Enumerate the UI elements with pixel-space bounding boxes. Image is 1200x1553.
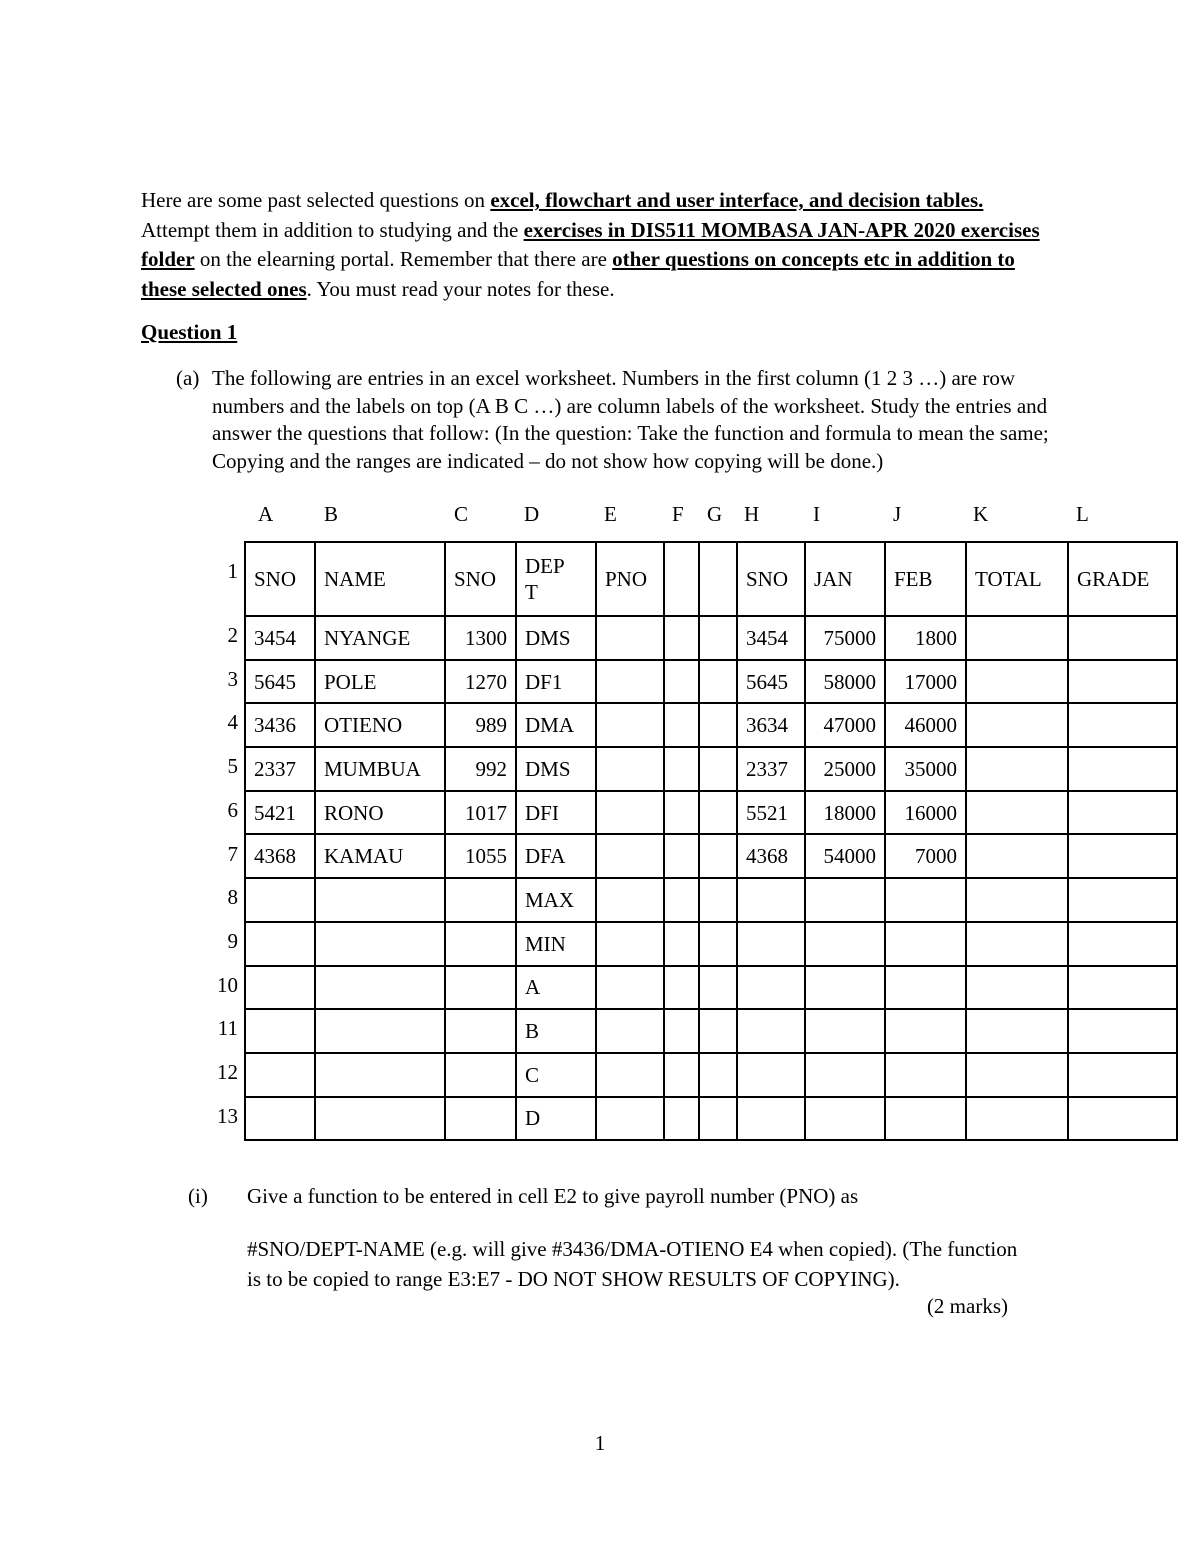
table-cell bbox=[1068, 660, 1177, 704]
table-cell bbox=[737, 1097, 805, 1141]
table-cell bbox=[737, 1053, 805, 1097]
row-number: 7 bbox=[227, 841, 238, 866]
table-cell bbox=[664, 1097, 699, 1141]
table-cell bbox=[1068, 747, 1177, 791]
intro-text-1: Here are some past selected questions on bbox=[141, 188, 491, 212]
table-cell: 3454 bbox=[737, 616, 805, 660]
table-cell: DFI bbox=[516, 791, 596, 835]
table-cell: 1300 bbox=[445, 616, 516, 660]
table-cell bbox=[966, 922, 1068, 966]
table-cell bbox=[805, 1053, 885, 1097]
row-number: 9 bbox=[227, 928, 238, 953]
table-cell: 46000 bbox=[885, 703, 966, 747]
table-cell bbox=[596, 660, 664, 704]
intro-bold-1: excel, flowchart and user interface, and decision tables. bbox=[490, 188, 984, 212]
table-cell: 5521 bbox=[737, 791, 805, 835]
sub-question-marker: (i) bbox=[188, 1184, 208, 1208]
table-cell bbox=[245, 922, 315, 966]
row-number: 11 bbox=[217, 1016, 238, 1041]
table-cell: 5645 bbox=[737, 660, 805, 704]
header-cell: DEP T bbox=[516, 542, 596, 616]
header-cell: PNO bbox=[596, 542, 664, 616]
table-cell bbox=[1068, 1009, 1177, 1053]
question-heading: Question 1 bbox=[141, 320, 238, 344]
table-cell bbox=[885, 1009, 966, 1053]
table-cell bbox=[596, 616, 664, 660]
table-cell bbox=[805, 878, 885, 922]
table-cell bbox=[445, 922, 516, 966]
table-cell: DMS bbox=[516, 747, 596, 791]
header-cell: SNO bbox=[445, 542, 516, 616]
table-cell bbox=[966, 1053, 1068, 1097]
intro-paragraph bbox=[141, 186, 1041, 304]
table-cell bbox=[245, 966, 315, 1010]
header-cell bbox=[664, 542, 699, 616]
table-cell bbox=[664, 747, 699, 791]
table-cell: 18000 bbox=[805, 791, 885, 835]
row-number: 8 bbox=[227, 885, 238, 910]
header-cell: GRADE bbox=[1068, 542, 1177, 616]
table-cell: DF1 bbox=[516, 660, 596, 704]
row-number: 5 bbox=[227, 754, 238, 779]
table-cell bbox=[596, 1097, 664, 1141]
table-cell bbox=[885, 1097, 966, 1141]
table-cell: 35000 bbox=[885, 747, 966, 791]
table-cell bbox=[664, 1009, 699, 1053]
row-number: 4 bbox=[227, 710, 238, 735]
row-number: 10 bbox=[217, 972, 238, 997]
table-row bbox=[245, 747, 1177, 791]
table-cell: MIN bbox=[516, 922, 596, 966]
table-cell bbox=[1068, 966, 1177, 1010]
table-cell bbox=[966, 616, 1068, 660]
table-cell bbox=[885, 966, 966, 1010]
table-cell bbox=[315, 1097, 445, 1141]
table-cell bbox=[445, 1097, 516, 1141]
table-cell bbox=[245, 878, 315, 922]
table-cell bbox=[737, 878, 805, 922]
table-cell bbox=[664, 616, 699, 660]
table-cell bbox=[699, 660, 737, 704]
table-cell bbox=[966, 747, 1068, 791]
table-cell bbox=[699, 703, 737, 747]
marks-label: (2 marks) bbox=[926, 1294, 1008, 1318]
table-row bbox=[245, 834, 1177, 878]
column-letter: I bbox=[813, 502, 820, 526]
column-letter: D bbox=[524, 502, 540, 526]
column-letter: J bbox=[893, 502, 902, 526]
table-cell: 992 bbox=[445, 747, 516, 791]
table-cell: A bbox=[516, 966, 596, 1010]
header-cell: SNO bbox=[245, 542, 315, 616]
table-cell bbox=[1068, 834, 1177, 878]
table-cell bbox=[596, 922, 664, 966]
table-cell bbox=[445, 878, 516, 922]
table-cell: 3454 bbox=[245, 616, 315, 660]
table-cell bbox=[737, 922, 805, 966]
table-cell: DMA bbox=[516, 703, 596, 747]
table-cell bbox=[805, 1009, 885, 1053]
table-cell bbox=[596, 966, 664, 1010]
table-cell: 1055 bbox=[445, 834, 516, 878]
table-cell: 2337 bbox=[737, 747, 805, 791]
worksheet-table bbox=[244, 541, 1178, 1141]
table-cell bbox=[1068, 922, 1177, 966]
table-cell: B bbox=[516, 1009, 596, 1053]
column-letter: G bbox=[707, 502, 723, 526]
table-cell: MUMBUA bbox=[315, 747, 445, 791]
intro-text-4: . You must read your notes for these. bbox=[306, 276, 615, 301]
table-cell: 75000 bbox=[805, 616, 885, 660]
table-cell: KAMAU bbox=[315, 834, 445, 878]
table-row bbox=[245, 1009, 1177, 1053]
intro-bold-3: other questions on concepts etc in addition to these selected ones bbox=[141, 247, 1015, 301]
table-cell: MAX bbox=[516, 878, 596, 922]
table-cell bbox=[664, 1053, 699, 1097]
column-letter: K bbox=[973, 502, 989, 526]
table-cell bbox=[699, 616, 737, 660]
row-number: 3 bbox=[227, 666, 238, 691]
table-cell bbox=[445, 966, 516, 1010]
table-cell bbox=[966, 834, 1068, 878]
table-cell: 4368 bbox=[737, 834, 805, 878]
intro-bold-2: exercises in DIS511 MOMBASA JAN-APR 2020 exercises folder bbox=[141, 217, 1040, 271]
row-number: 13 bbox=[217, 1103, 238, 1128]
table-cell: C bbox=[516, 1053, 596, 1097]
table-header-row bbox=[245, 542, 1177, 616]
table-cell bbox=[966, 1097, 1068, 1141]
table-cell: 54000 bbox=[805, 834, 885, 878]
part-a bbox=[176, 365, 1076, 475]
header-cell: JAN bbox=[805, 542, 885, 616]
table-cell: 5421 bbox=[245, 791, 315, 835]
table-cell bbox=[1068, 791, 1177, 835]
table-cell bbox=[737, 966, 805, 1010]
table-cell: 16000 bbox=[885, 791, 966, 835]
header-cell: FEB bbox=[885, 542, 966, 616]
table-cell: 7000 bbox=[885, 834, 966, 878]
table-cell bbox=[596, 791, 664, 835]
table-row bbox=[245, 878, 1177, 922]
table-cell bbox=[699, 747, 737, 791]
table-cell bbox=[699, 1053, 737, 1097]
column-letters bbox=[0, 502, 1200, 528]
table-row bbox=[245, 1097, 1177, 1141]
table-cell: DMS bbox=[516, 616, 596, 660]
table-cell bbox=[966, 791, 1068, 835]
sub-question-line: Give a function to be entered in cell E2 to give payroll number (PNO) as bbox=[247, 1184, 859, 1208]
table-cell bbox=[245, 1009, 315, 1053]
table-cell: 47000 bbox=[805, 703, 885, 747]
table-cell bbox=[885, 922, 966, 966]
table-row bbox=[245, 616, 1177, 660]
column-letter: F bbox=[672, 502, 684, 526]
table-cell bbox=[596, 878, 664, 922]
table-cell bbox=[885, 878, 966, 922]
header-cell: NAME bbox=[315, 542, 445, 616]
column-letter: E bbox=[604, 502, 617, 526]
table-cell bbox=[664, 834, 699, 878]
row-number: 6 bbox=[227, 797, 238, 822]
table-cell bbox=[966, 660, 1068, 704]
row-number: 1 bbox=[227, 559, 238, 583]
table-cell bbox=[664, 660, 699, 704]
table-cell bbox=[1068, 616, 1177, 660]
intro-text-2: Attempt them in addition to studying and the bbox=[141, 217, 524, 242]
intro-text-3: on the elearning portal. Remember that there are bbox=[194, 247, 613, 271]
header-cell: TOTAL bbox=[966, 542, 1068, 616]
table-cell bbox=[699, 966, 737, 1010]
column-letter: C bbox=[454, 502, 469, 526]
table-row bbox=[245, 966, 1177, 1010]
table-cell bbox=[1068, 1053, 1177, 1097]
table-cell bbox=[596, 1053, 664, 1097]
table-cell bbox=[699, 791, 737, 835]
table-cell: 4368 bbox=[245, 834, 315, 878]
table-cell bbox=[966, 878, 1068, 922]
table-cell bbox=[315, 1053, 445, 1097]
table-cell: 5645 bbox=[245, 660, 315, 704]
table-cell bbox=[885, 1053, 966, 1097]
table-cell: 3634 bbox=[737, 703, 805, 747]
table-cell: 17000 bbox=[885, 660, 966, 704]
table-cell bbox=[445, 1009, 516, 1053]
table-cell: 1270 bbox=[445, 660, 516, 704]
table-cell: 1800 bbox=[885, 616, 966, 660]
table-cell bbox=[315, 1009, 445, 1053]
table-cell bbox=[596, 747, 664, 791]
table-cell bbox=[664, 791, 699, 835]
table-cell bbox=[805, 1097, 885, 1141]
table-cell: 3436 bbox=[245, 703, 315, 747]
table-cell bbox=[315, 878, 445, 922]
table-cell: RONO bbox=[315, 791, 445, 835]
table-cell: 1017 bbox=[445, 791, 516, 835]
table-cell bbox=[805, 922, 885, 966]
table-row bbox=[245, 703, 1177, 747]
header-cell bbox=[699, 542, 737, 616]
table-cell bbox=[1068, 703, 1177, 747]
table-cell: 989 bbox=[445, 703, 516, 747]
table-cell bbox=[699, 878, 737, 922]
column-letter: B bbox=[324, 502, 339, 526]
header-cell: SNO bbox=[737, 542, 805, 616]
table-cell: 2337 bbox=[245, 747, 315, 791]
table-cell bbox=[315, 922, 445, 966]
table-cell bbox=[664, 878, 699, 922]
table-cell bbox=[1068, 1097, 1177, 1141]
part-a-text: The following are entries in an excel worksheet. Numbers in the first column (1 2 3 …) are row numbers and the labels on top (A B C …) are column labels of the worksheet. Study the entries and answer the questions that follow: (In the question: Take the function and formula to mean the same; Copying and the ranges are indicated – do not show how copying will be done.) bbox=[212, 366, 1049, 473]
table-cell: POLE bbox=[315, 660, 445, 704]
table-cell bbox=[699, 1009, 737, 1053]
table-cell bbox=[1068, 878, 1177, 922]
table-cell: D bbox=[516, 1097, 596, 1141]
table-cell bbox=[966, 1009, 1068, 1053]
table-cell bbox=[596, 703, 664, 747]
table-cell bbox=[737, 1009, 805, 1053]
table-cell bbox=[664, 922, 699, 966]
table-cell bbox=[699, 1097, 737, 1141]
table-cell bbox=[966, 703, 1068, 747]
table-cell: NYANGE bbox=[315, 616, 445, 660]
table-cell bbox=[805, 966, 885, 1010]
table-cell bbox=[315, 966, 445, 1010]
table-cell bbox=[445, 1053, 516, 1097]
row-number: 12 bbox=[217, 1060, 238, 1084]
table-cell bbox=[699, 922, 737, 966]
table-cell: 58000 bbox=[805, 660, 885, 704]
table-cell bbox=[664, 703, 699, 747]
table-cell: OTIENO bbox=[315, 703, 445, 747]
table-cell: DFA bbox=[516, 834, 596, 878]
table-row bbox=[245, 791, 1177, 835]
table-cell: 25000 bbox=[805, 747, 885, 791]
table-cell bbox=[245, 1053, 315, 1097]
table-cell bbox=[966, 966, 1068, 1010]
table-cell bbox=[596, 834, 664, 878]
column-letter: A bbox=[258, 502, 274, 526]
column-letter: H bbox=[744, 502, 760, 526]
table-cell bbox=[596, 1009, 664, 1053]
table-cell bbox=[245, 1097, 315, 1141]
part-a-marker: (a) bbox=[176, 366, 200, 390]
column-letter: L bbox=[1076, 502, 1089, 526]
row-number: 2 bbox=[227, 623, 238, 647]
table-row bbox=[245, 1053, 1177, 1097]
table-row bbox=[245, 922, 1177, 966]
page-number: 1 bbox=[594, 1431, 606, 1455]
table-cell bbox=[664, 966, 699, 1010]
sub-question-paragraph: #SNO/DEPT-NAME (e.g. will give #3436/DMA-OTIENO E4 when copied). (The function is to be copied to range E3:E7 - DO NOT SHOW RESULTS OF COPYING). bbox=[247, 1237, 1018, 1291]
table-cell bbox=[699, 834, 737, 878]
table-row bbox=[245, 660, 1177, 704]
